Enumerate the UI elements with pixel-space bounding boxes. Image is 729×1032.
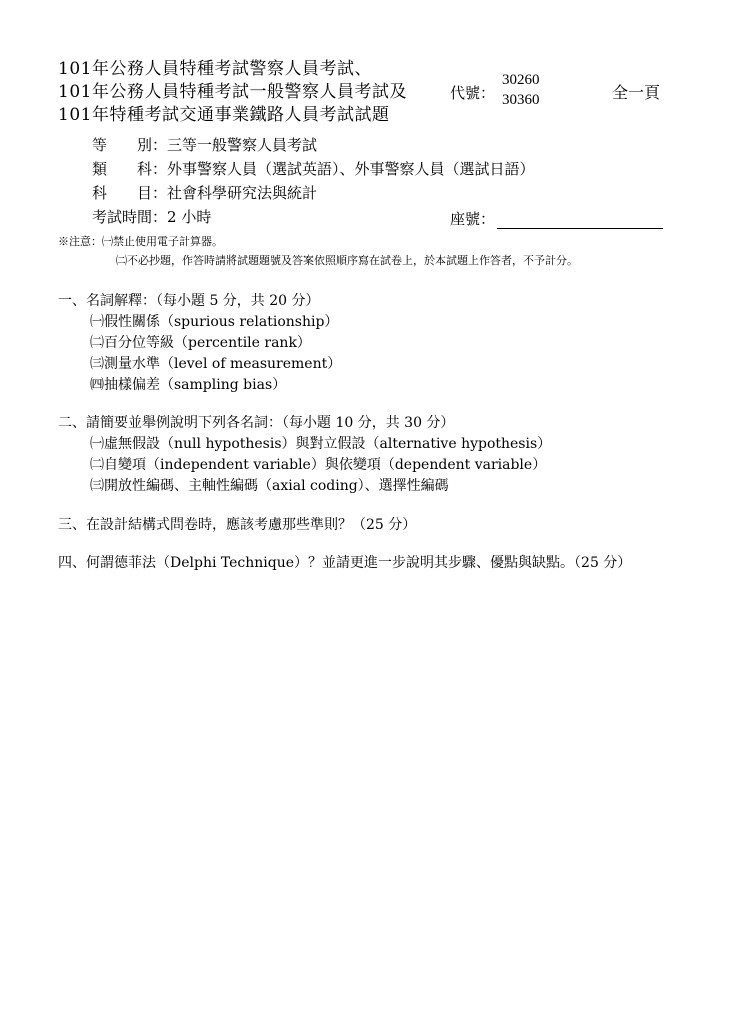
time-row <box>92 206 211 227</box>
exam-code-2: 30360 <box>502 92 540 108</box>
code-label: 代號： <box>450 84 496 102</box>
subject-value: 社會科學研究法與統計 <box>167 184 318 202</box>
title-line-1: 101年公務人員特種考試警察人員考試、 <box>58 59 372 79</box>
seat-number <box>450 208 663 229</box>
note-1: ※注意：㈠禁止使用電子計算器。 <box>58 235 223 248</box>
subject-row <box>92 182 317 203</box>
dept-label: 類 科： <box>92 160 168 178</box>
grade-row <box>92 134 317 155</box>
time-label: 考試時間： <box>92 208 168 226</box>
question-4-heading: 四、何謂德菲法（Delphi Technique）？並請更進一步說明其步驟、優點與缺點。（25 分） <box>58 555 632 571</box>
subject-label: 科 目： <box>92 184 168 202</box>
question-1-item-1: ㈠假性關係（spurious relationship） <box>90 314 339 330</box>
question-2-heading: 二、請簡要並舉例說明下列各名詞：（每小題 10 分，共 30 分） <box>58 415 455 431</box>
question-2-item-3: ㈢開放性編碼、主軸性編碼（axial coding）、選擇性編碼 <box>90 478 449 494</box>
question-1-item-3: ㈢測量水準（level of measurement） <box>90 356 342 372</box>
question-2-item-2: ㈡自變項（independent variable）與依變項（dependent variable） <box>90 457 547 473</box>
grade-label: 等 別： <box>92 136 168 154</box>
seat-blank-line <box>497 214 663 229</box>
exam-title <box>58 58 478 127</box>
question-3-heading: 三、在設計結構式問卷時，應該考慮那些準則？（25 分） <box>58 517 417 533</box>
page-count: 全一頁 <box>612 83 661 102</box>
time-value: 2 小時 <box>167 208 212 226</box>
note-2: ㈡不必抄題，作答時請將試題題號及答案依照順序寫在試卷上，於本試題上作答者，不予計分。 <box>116 254 578 267</box>
grade-value: 三等一般警察人員考試 <box>167 136 318 154</box>
question-1-item-4: ㈣抽樣偏差（sampling bias） <box>90 377 287 393</box>
seat-label: 座號： <box>450 210 496 228</box>
question-2-item-1: ㈠虛無假設（null hypothesis）與對立假設（alternative hypothesis） <box>90 436 552 452</box>
exam-code-1: 30260 <box>502 72 540 88</box>
exam-codes <box>502 70 540 110</box>
title-line-3: 101年特種考試交通事業鐵路人員考試試題 <box>58 105 390 125</box>
title-line-2: 101年公務人員特種考試一般警察人員考試及 <box>58 82 407 102</box>
dept-row <box>92 158 535 179</box>
dept-value: 外事警察人員（選試英語）、外事警察人員（選試日語） <box>167 160 535 178</box>
question-1-heading: 一、名詞解釋：（每小題 5 分，共 20 分） <box>58 293 320 309</box>
question-1-item-2: ㈡百分位等級（percentile rank） <box>90 335 311 351</box>
